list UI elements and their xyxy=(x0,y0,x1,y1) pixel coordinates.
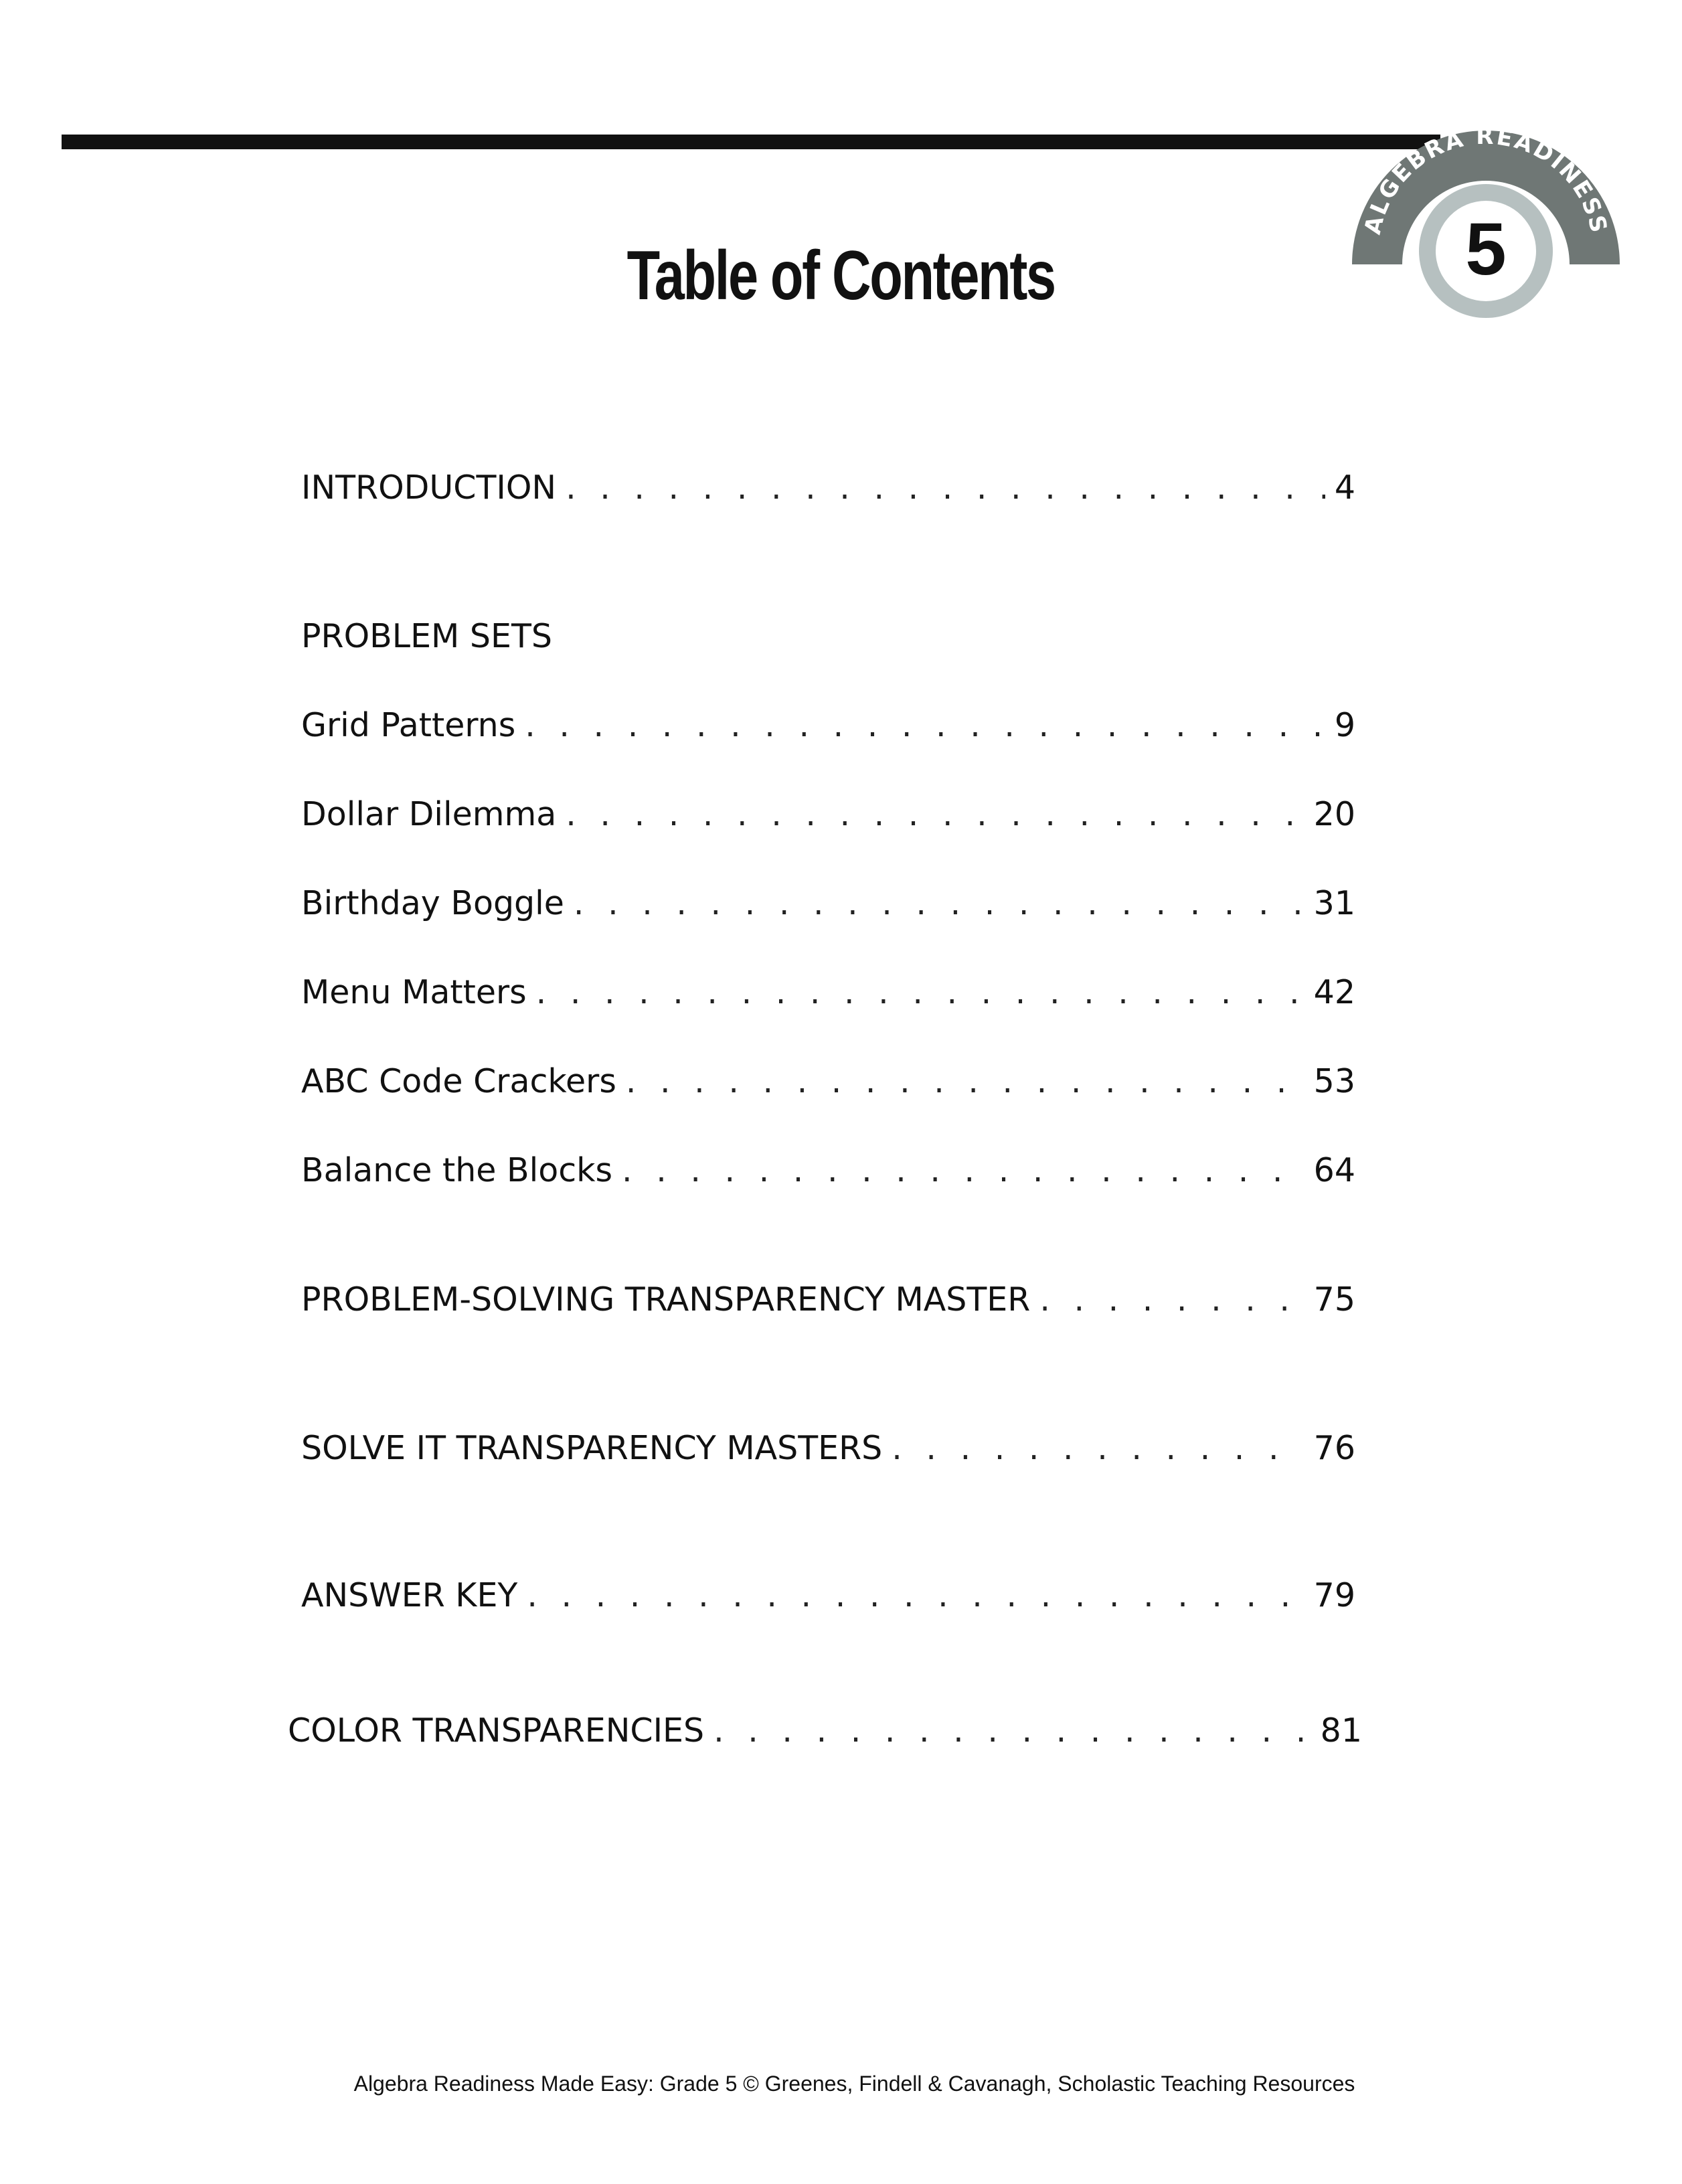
toc-entry-page: 4 xyxy=(1334,469,1355,507)
toc-entry-solve-it-transparency-masters xyxy=(301,1429,1355,1476)
toc-entry-page: 9 xyxy=(1334,706,1355,744)
toc-entry-page: 76 xyxy=(1313,1429,1355,1467)
toc-entry-page: 53 xyxy=(1313,1062,1355,1100)
toc-entry-abc-code-crackers xyxy=(301,1062,1355,1109)
toc-entry-page: 75 xyxy=(1313,1280,1355,1319)
toc-entry-label: COLOR TRANSPARENCIES xyxy=(288,1711,705,1750)
badge-grade-number: 5 xyxy=(1465,208,1507,290)
dot-leader xyxy=(566,795,1304,833)
dot-leader xyxy=(622,1151,1305,1189)
top-rule xyxy=(62,135,1440,149)
toc-entry-balance-the-blocks xyxy=(301,1151,1355,1198)
page-title: Table of Contents xyxy=(626,237,1055,315)
toc-entry-label: SOLVE IT TRANSPARENCY MASTERS xyxy=(301,1429,883,1467)
toc-entry-label: ANSWER KEY xyxy=(301,1576,518,1614)
toc-entry-dollar-dilemma xyxy=(301,795,1355,842)
toc-entry-page: 79 xyxy=(1313,1576,1355,1614)
toc-entry-color-transparencies xyxy=(288,1711,1362,1758)
toc-entry-page: 64 xyxy=(1313,1151,1355,1189)
toc-entry-label: Balance the Blocks xyxy=(301,1151,613,1189)
page-footer: Algebra Readiness Made Easy: Grade 5 © Greenes, Findell & Cavanagh, Scholastic Teaching Resources xyxy=(353,2072,1355,2096)
toc-entry-grid-patterns xyxy=(301,706,1355,753)
toc-entry-label: Menu Matters xyxy=(301,973,527,1011)
section-heading-problem-sets: PROBLEM SETS xyxy=(301,617,552,655)
dot-leader xyxy=(713,1711,1311,1750)
dot-leader xyxy=(1039,1280,1304,1319)
toc-entry-page: 42 xyxy=(1313,973,1355,1011)
toc-entry-page: 81 xyxy=(1320,1711,1362,1750)
toc-entry-label: Grid Patterns xyxy=(301,706,516,744)
toc-entry-label: INTRODUCTION xyxy=(301,469,557,507)
toc-entry-menu-matters xyxy=(301,973,1355,1020)
toc-entry-answer-key xyxy=(301,1576,1355,1623)
toc-entry-problem-solving-transparency-master xyxy=(301,1280,1355,1327)
dot-leader xyxy=(525,706,1325,744)
toc-entry-label: Dollar Dilemma xyxy=(301,795,557,833)
toc-entry-birthday-boggle xyxy=(301,884,1355,931)
badge-arc-text: ALGEBRA READINESS xyxy=(1359,122,1613,237)
dot-leader xyxy=(566,469,1325,507)
toc-entry-label: PROBLEM-SOLVING TRANSPARENCY MASTER xyxy=(301,1280,1031,1319)
dot-leader xyxy=(892,1429,1304,1467)
dot-leader xyxy=(626,1062,1305,1100)
toc-entry-label: ABC Code Crackers xyxy=(301,1062,616,1100)
toc-entry-page: 31 xyxy=(1313,884,1355,922)
toc-entry-page: 20 xyxy=(1313,795,1355,833)
dot-leader xyxy=(536,973,1305,1011)
toc-entry-introduction xyxy=(301,469,1355,515)
toc-entry-label: Birthday Boggle xyxy=(301,884,564,922)
dot-leader xyxy=(527,1576,1304,1614)
dot-leader xyxy=(574,884,1305,922)
